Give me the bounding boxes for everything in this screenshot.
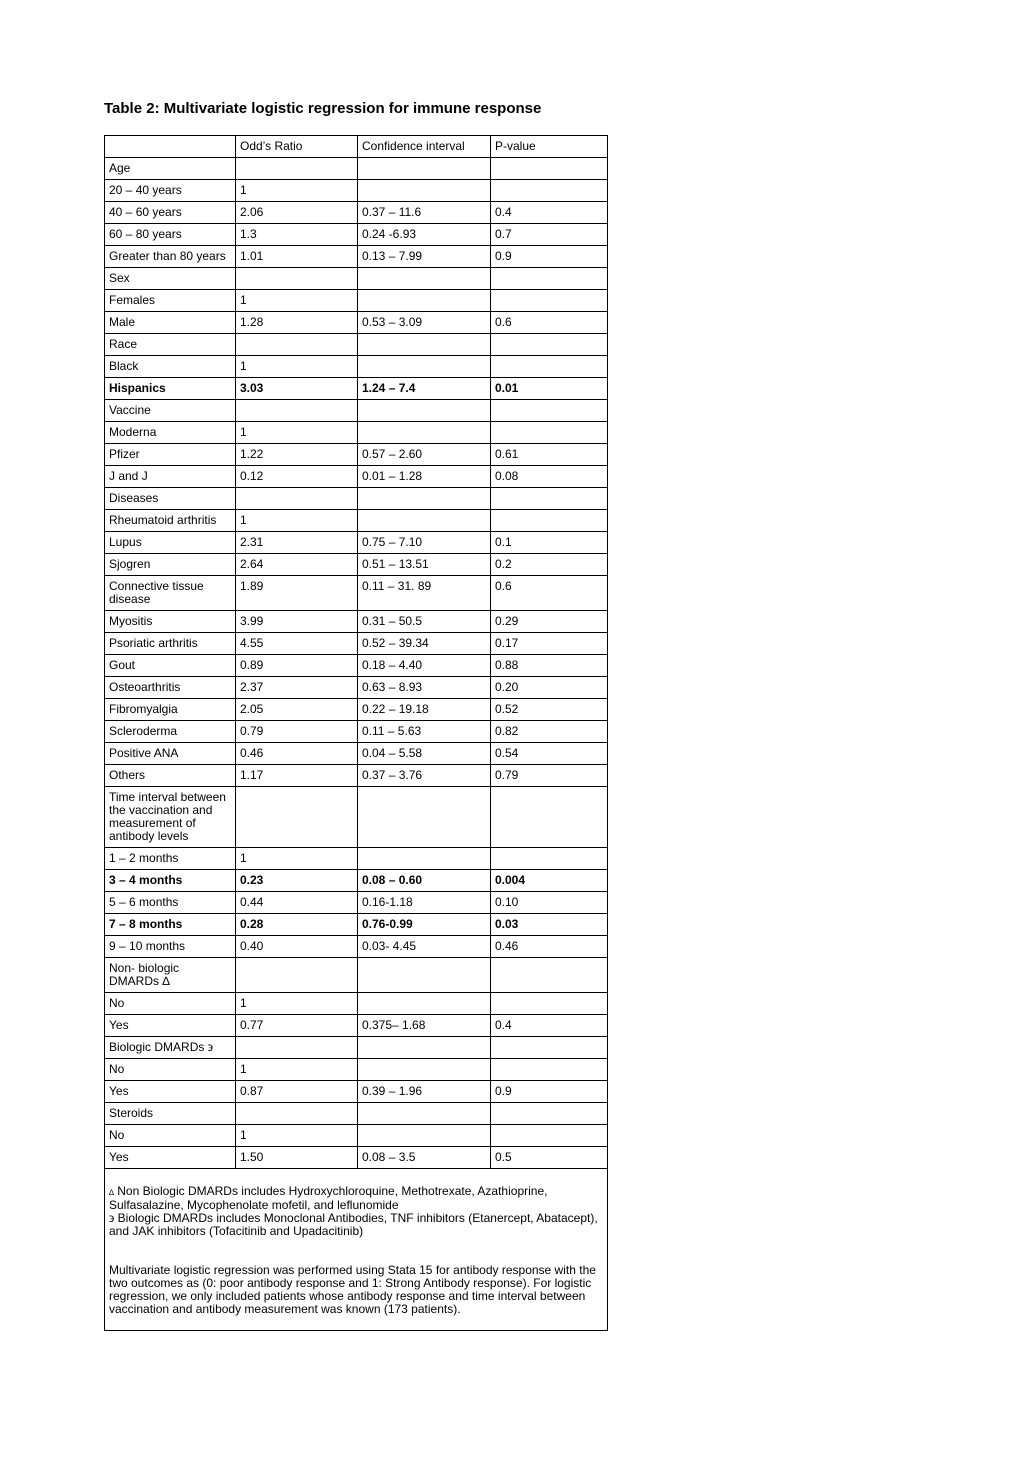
table-row — [105, 466, 608, 488]
table-row — [105, 914, 608, 936]
p-value-cell — [491, 400, 608, 422]
table-header-row — [105, 136, 608, 158]
p-value-cell — [491, 1125, 608, 1147]
confidence-interval-cell — [358, 334, 491, 356]
row-label-cell: Connective tissue disease — [105, 576, 236, 611]
header-cell-label — [105, 136, 236, 158]
table-row — [105, 1037, 608, 1059]
table-row — [105, 936, 608, 958]
note-non-biologic — [109, 1185, 603, 1212]
odds-ratio-cell: 1.3 — [236, 224, 358, 246]
row-label-cell: Scleroderma — [105, 721, 236, 743]
table-row — [105, 743, 608, 765]
p-value-cell: 0.9 — [491, 246, 608, 268]
row-label-cell: Positive ANA — [105, 743, 236, 765]
odds-ratio-cell: 1 — [236, 422, 358, 444]
p-value-cell — [491, 510, 608, 532]
p-value-cell — [491, 958, 608, 993]
row-label-cell: Sex — [105, 268, 236, 290]
row-label-cell: No — [105, 1125, 236, 1147]
odds-ratio-cell — [236, 268, 358, 290]
confidence-interval-cell — [358, 510, 491, 532]
table-footer — [105, 1169, 608, 1331]
notes-spacer — [109, 1238, 603, 1264]
confidence-interval-cell — [358, 787, 491, 848]
confidence-interval-cell: 0.13 – 7.99 — [358, 246, 491, 268]
row-label-cell: Yes — [105, 1015, 236, 1037]
table-row — [105, 444, 608, 466]
table-row — [105, 532, 608, 554]
table-row — [105, 892, 608, 914]
header-cell-p-value: P-value — [491, 136, 608, 158]
table-row — [105, 993, 608, 1015]
confidence-interval-cell — [358, 290, 491, 312]
odds-ratio-cell: 0.40 — [236, 936, 358, 958]
p-value-cell — [491, 180, 608, 202]
p-value-cell — [491, 1103, 608, 1125]
odds-ratio-cell: 1 — [236, 510, 358, 532]
confidence-interval-cell — [358, 488, 491, 510]
odds-ratio-cell — [236, 400, 358, 422]
p-value-cell — [491, 422, 608, 444]
odds-ratio-cell: 0.28 — [236, 914, 358, 936]
table-row — [105, 787, 608, 848]
odds-ratio-cell: 1 — [236, 356, 358, 378]
p-value-cell: 0.2 — [491, 554, 608, 576]
row-label-cell: No — [105, 1059, 236, 1081]
p-value-cell — [491, 356, 608, 378]
row-label-cell: Lupus — [105, 532, 236, 554]
odds-ratio-cell: 1.50 — [236, 1147, 358, 1169]
row-label-cell: Osteoarthritis — [105, 677, 236, 699]
note-biologic — [109, 1212, 603, 1238]
p-value-cell: 0.4 — [491, 1015, 608, 1037]
table-row — [105, 422, 608, 444]
odds-ratio-cell: 0.89 — [236, 655, 358, 677]
row-label-cell: Time interval between the vaccination and measurement of antibody levels — [105, 787, 236, 848]
confidence-interval-cell — [358, 268, 491, 290]
note-biologic-text: Biologic DMARDs includes Monoclonal Antibodies, TNF inhibitors (Etanercept, Abatacept), and JAK inhibitors (Tofacitinib and Upadacitinib) — [109, 1211, 598, 1238]
regression-table — [104, 135, 608, 1331]
row-label-cell: Vaccine — [105, 400, 236, 422]
p-value-cell: 0.17 — [491, 633, 608, 655]
confidence-interval-cell: 0.18 – 4.40 — [358, 655, 491, 677]
p-value-cell: 0.82 — [491, 721, 608, 743]
table-row — [105, 721, 608, 743]
row-label-cell: 3 – 4 months — [105, 870, 236, 892]
odds-ratio-cell: 3.99 — [236, 611, 358, 633]
row-label-cell: Biologic DMARDs ϶ — [105, 1037, 236, 1059]
confidence-interval-cell: 0.31 – 50.5 — [358, 611, 491, 633]
p-value-cell: 0.01 — [491, 378, 608, 400]
row-label-cell: Fibromyalgia — [105, 699, 236, 721]
table-row — [105, 1081, 608, 1103]
row-label-cell: Myositis — [105, 611, 236, 633]
p-value-cell: 0.46 — [491, 936, 608, 958]
confidence-interval-cell: 0.375– 1.68 — [358, 1015, 491, 1037]
row-label-cell: Non- biologic DMARDs ∆ — [105, 958, 236, 993]
p-value-cell — [491, 334, 608, 356]
p-value-cell: 0.1 — [491, 532, 608, 554]
p-value-cell: 0.03 — [491, 914, 608, 936]
confidence-interval-cell: 0.11 – 31. 89 — [358, 576, 491, 611]
odds-ratio-cell: 1 — [236, 290, 358, 312]
row-label-cell: Greater than 80 years — [105, 246, 236, 268]
odds-ratio-cell: 1 — [236, 993, 358, 1015]
table-row — [105, 958, 608, 993]
table-row — [105, 1059, 608, 1081]
odds-ratio-cell: 1.22 — [236, 444, 358, 466]
confidence-interval-cell: 0.76-0.99 — [358, 914, 491, 936]
confidence-interval-cell: 0.37 – 11.6 — [358, 202, 491, 224]
p-value-cell: 0.9 — [491, 1081, 608, 1103]
table-row — [105, 158, 608, 180]
p-value-cell: 0.29 — [491, 611, 608, 633]
table-row — [105, 765, 608, 787]
confidence-interval-cell: 0.01 – 1.28 — [358, 466, 491, 488]
row-label-cell: Race — [105, 334, 236, 356]
odds-ratio-cell — [236, 958, 358, 993]
p-value-cell: 0.10 — [491, 892, 608, 914]
row-label-cell: Pfizer — [105, 444, 236, 466]
table-row — [105, 334, 608, 356]
header-cell-odds-ratio: Odd’s Ratio — [236, 136, 358, 158]
delta-symbol: ∆ — [109, 1188, 114, 1197]
confidence-interval-cell: 0.08 – 3.5 — [358, 1147, 491, 1169]
odds-ratio-cell: 1.28 — [236, 312, 358, 334]
p-value-cell: 0.08 — [491, 466, 608, 488]
p-value-cell: 0.61 — [491, 444, 608, 466]
p-value-cell: 0.6 — [491, 312, 608, 334]
row-label-cell: No — [105, 993, 236, 1015]
table-row — [105, 611, 608, 633]
header-cell-confidence-interval: Confidence interval — [358, 136, 491, 158]
biologic-symbol: ϶ — [109, 1211, 115, 1225]
page-title: Table 2: Multivariate logistic regression for immune response — [104, 100, 542, 117]
confidence-interval-cell — [358, 1103, 491, 1125]
row-label-cell: Yes — [105, 1147, 236, 1169]
p-value-cell — [491, 158, 608, 180]
row-label-cell: Moderna — [105, 422, 236, 444]
row-label-cell: Rheumatoid arthritis — [105, 510, 236, 532]
p-value-cell: 0.7 — [491, 224, 608, 246]
note-non-biologic-text: Non Biologic DMARDs includes Hydroxychloroquine, Methotrexate, Azathioprine, Sulfasalazine, Mycophenolate mofetil, and leflunomide — [109, 1184, 548, 1212]
row-label-cell: Age — [105, 158, 236, 180]
confidence-interval-cell — [358, 180, 491, 202]
row-label-cell: 9 – 10 months — [105, 936, 236, 958]
table-row — [105, 1103, 608, 1125]
confidence-interval-cell: 0.11 – 5.63 — [358, 721, 491, 743]
odds-ratio-cell: 2.37 — [236, 677, 358, 699]
p-value-cell — [491, 1059, 608, 1081]
table-row — [105, 1125, 608, 1147]
row-label-cell: Hispanics — [105, 378, 236, 400]
row-label-cell: 40 – 60 years — [105, 202, 236, 224]
p-value-cell: 0.004 — [491, 870, 608, 892]
row-label-cell: Male — [105, 312, 236, 334]
confidence-interval-cell: 0.04 – 5.58 — [358, 743, 491, 765]
odds-ratio-cell: 0.77 — [236, 1015, 358, 1037]
table-row — [105, 290, 608, 312]
confidence-interval-cell: 0.22 – 19.18 — [358, 699, 491, 721]
p-value-cell: 0.88 — [491, 655, 608, 677]
p-value-cell: 0.6 — [491, 576, 608, 611]
p-value-cell: 0.54 — [491, 743, 608, 765]
confidence-interval-cell: 1.24 – 7.4 — [358, 378, 491, 400]
odds-ratio-cell — [236, 1103, 358, 1125]
odds-ratio-cell: 0.44 — [236, 892, 358, 914]
confidence-interval-cell: 0.63 – 8.93 — [358, 677, 491, 699]
confidence-interval-cell — [358, 158, 491, 180]
row-label-cell: Diseases — [105, 488, 236, 510]
confidence-interval-cell: 0.51 – 13.51 — [358, 554, 491, 576]
row-label-cell: Others — [105, 765, 236, 787]
odds-ratio-cell: 2.64 — [236, 554, 358, 576]
row-label-cell: Yes — [105, 1081, 236, 1103]
table-row — [105, 677, 608, 699]
confidence-interval-cell: 0.75 – 7.10 — [358, 532, 491, 554]
table-row — [105, 633, 608, 655]
table-row — [105, 224, 608, 246]
row-label-cell: Sjogren — [105, 554, 236, 576]
odds-ratio-cell: 1 — [236, 1125, 358, 1147]
row-label-cell: 7 – 8 months — [105, 914, 236, 936]
odds-ratio-cell: 2.05 — [236, 699, 358, 721]
confidence-interval-cell: 0.08 – 0.60 — [358, 870, 491, 892]
odds-ratio-cell — [236, 1037, 358, 1059]
odds-ratio-cell — [236, 488, 358, 510]
table-row — [105, 356, 608, 378]
odds-ratio-cell — [236, 158, 358, 180]
odds-ratio-cell: 1.89 — [236, 576, 358, 611]
table-row — [105, 202, 608, 224]
p-value-cell: 0.4 — [491, 202, 608, 224]
table-row — [105, 510, 608, 532]
odds-ratio-cell — [236, 787, 358, 848]
notes-cell — [105, 1169, 608, 1331]
p-value-cell: 0.20 — [491, 677, 608, 699]
table-row — [105, 268, 608, 290]
notes-row — [105, 1169, 608, 1331]
table-body — [105, 136, 608, 1169]
p-value-cell — [491, 1037, 608, 1059]
confidence-interval-cell — [358, 356, 491, 378]
row-label-cell: Females — [105, 290, 236, 312]
odds-ratio-cell: 1 — [236, 1059, 358, 1081]
row-label-cell: 20 – 40 years — [105, 180, 236, 202]
confidence-interval-cell: 0.52 – 39.34 — [358, 633, 491, 655]
odds-ratio-cell — [236, 334, 358, 356]
table-row — [105, 1015, 608, 1037]
table-row — [105, 870, 608, 892]
odds-ratio-cell: 1 — [236, 848, 358, 870]
p-value-cell: 0.79 — [491, 765, 608, 787]
p-value-cell — [491, 268, 608, 290]
p-value-cell — [491, 290, 608, 312]
row-label-cell: Black — [105, 356, 236, 378]
confidence-interval-cell: 0.37 – 3.76 — [358, 765, 491, 787]
confidence-interval-cell: 0.57 – 2.60 — [358, 444, 491, 466]
odds-ratio-cell: 3.03 — [236, 378, 358, 400]
table-row — [105, 554, 608, 576]
table-row — [105, 488, 608, 510]
confidence-interval-cell: 0.53 – 3.09 — [358, 312, 491, 334]
row-label-cell: 5 – 6 months — [105, 892, 236, 914]
p-value-cell: 0.5 — [491, 1147, 608, 1169]
table-row — [105, 246, 608, 268]
p-value-cell — [491, 993, 608, 1015]
p-value-cell — [491, 848, 608, 870]
p-value-cell: 0.52 — [491, 699, 608, 721]
table-row — [105, 655, 608, 677]
table-row — [105, 400, 608, 422]
confidence-interval-cell: 0.39 – 1.96 — [358, 1081, 491, 1103]
confidence-interval-cell — [358, 993, 491, 1015]
table-row — [105, 180, 608, 202]
table-row — [105, 848, 608, 870]
p-value-cell — [491, 787, 608, 848]
odds-ratio-cell: 0.87 — [236, 1081, 358, 1103]
table-row — [105, 312, 608, 334]
odds-ratio-cell: 0.46 — [236, 743, 358, 765]
odds-ratio-cell: 0.23 — [236, 870, 358, 892]
odds-ratio-cell: 1 — [236, 180, 358, 202]
odds-ratio-cell: 1.17 — [236, 765, 358, 787]
confidence-interval-cell: 0.16-1.18 — [358, 892, 491, 914]
confidence-interval-cell — [358, 400, 491, 422]
odds-ratio-cell: 0.12 — [236, 466, 358, 488]
row-label-cell: J and J — [105, 466, 236, 488]
table-row — [105, 378, 608, 400]
odds-ratio-cell: 2.31 — [236, 532, 358, 554]
p-value-cell — [491, 488, 608, 510]
confidence-interval-cell — [358, 422, 491, 444]
odds-ratio-cell: 4.55 — [236, 633, 358, 655]
confidence-interval-cell — [358, 1037, 491, 1059]
row-label-cell: Gout — [105, 655, 236, 677]
row-label-cell: Steroids — [105, 1103, 236, 1125]
row-label-cell: Psoriatic arthritis — [105, 633, 236, 655]
odds-ratio-cell: 2.06 — [236, 202, 358, 224]
odds-ratio-cell: 1.01 — [236, 246, 358, 268]
confidence-interval-cell: 0.03- 4.45 — [358, 936, 491, 958]
table-row — [105, 1147, 608, 1169]
row-label-cell: 1 – 2 months — [105, 848, 236, 870]
odds-ratio-cell: 0.79 — [236, 721, 358, 743]
confidence-interval-cell — [358, 848, 491, 870]
confidence-interval-cell — [358, 958, 491, 993]
table-row — [105, 576, 608, 611]
confidence-interval-cell — [358, 1059, 491, 1081]
table-row — [105, 699, 608, 721]
note-method: Multivariate logistic regression was performed using Stata 15 for antibody response with the two outcomes as (0: poor antibody response and 1: Strong Antibody response). For logistic regression, we only included patients whose antibody response and time interval between vaccination and antibody measurement was known (173 patients). — [109, 1263, 596, 1316]
confidence-interval-cell: 0.24 -6.93 — [358, 224, 491, 246]
confidence-interval-cell — [358, 1125, 491, 1147]
row-label-cell: 60 – 80 years — [105, 224, 236, 246]
